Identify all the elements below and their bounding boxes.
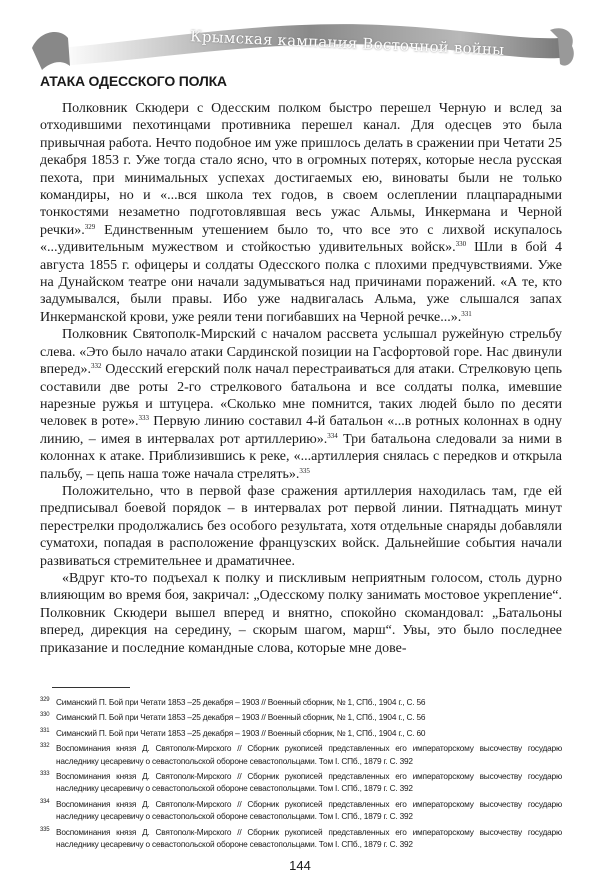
paragraph-text: Одесский егерский полк начал перестраиваться для атаки. Стрелковую цепь составили две роты 2-го стрелкового батальона и все солдаты полка, имевшие нарезные ружья и штуцера. «Сколько мне помнится, таких людей было по десяти человек в роте». <box>40 362 562 430</box>
paragraph <box>40 100 562 326</box>
footnote-number: 330 <box>40 712 50 719</box>
footnote-text: Воспоминания князя Д. Святополк-Мирского // Сборник рукописей представленных его императорскому высочеству государю наследнику цесаревичу о севастопольской обороне севастопольцами. Том I. СПб., 1879 г. С. 392 <box>56 743 562 766</box>
footnote-text: Воспоминания князя Д. Святополк-Мирского // Сборник рукописей представленных его императорскому высочеству государю наследнику цесаревичу о севастопольской обороне севастопольцами. Том I. СПб., 1879 г. С. 392 <box>56 798 562 822</box>
paragraph: «Вдруг кто-то подъехал к полку и пискливым неприятным голосом, столь дурно влияющим во время боя, закричал: „Одесскому полку занимать мостовое укрепление“. Полковник Скюдери вышел вперед и внятно, спокойно скомандовал: „Батальоны вперед, дирекция на середину, – скорым шагом, марш“. Увы, это было последнее приказание и последние командные слова, которые мне дове- <box>40 570 562 656</box>
footnote <box>40 826 562 851</box>
paragraph-text: Полковник Скюдери с Одесским полком быстро перешел Черную и вслед за отходившими пехотинцами противника перешел канал. Для одесцев это была привычная работа. Нечто подобное им уже пришлось делать в сражении при Четати 25 декабря 1853 г. Уже тогда стало ясно, что в огромных потерях, которые несла русская пехота, при минимальных успехах достигаемых ею, виноваты были не только командиры, но и «...вся школа тех годов, в своем ослеплении плацпарадными тонкостями незаметно подготовлявшая весь ужас Альмы, Инкермана и Черной речки». <box>40 101 562 238</box>
footnote-number: 331 <box>40 727 50 734</box>
footnote-ref[interactable]: 332 <box>90 362 102 371</box>
footnote-number: 329 <box>40 697 50 703</box>
footnote-number: 332 <box>40 743 50 750</box>
paragraph-text: Три батальона следовали за ними в колоннах к атаке. Приблизившись к реке, «...артиллерия снялась с передков и открыла пальбу, – цепь наша тоже начала стрелять». <box>40 431 562 482</box>
footnote-number: 333 <box>40 771 50 778</box>
footnote-text: Симанский П. Бой при Четати 1853 –25 декабря – 1903 // Военный сборник, № 1, СПб., 1904 г., С. 56 <box>56 712 426 723</box>
paragraph-text: Первую линию составил 4-й батальон «...в ротных колоннах в одну линию, – имея в интервалах рот артиллерию». <box>40 414 562 447</box>
paragraph-text: Полковник Святополк-Мирский с началом рассвета услышал ружейную стрельбу слева. «Это было начало атаки Сардинской позиции на Гасфортовой горе. Нас двинули вперед». <box>40 327 562 378</box>
footnotes <box>40 696 562 850</box>
footnote-text: Воспоминания князя Д. Святополк-Мирского // Сборник рукописей представленных его императорскому высочеству государю наследнику цесаревичу о севастопольской обороне севастопольцами. Том I. СПб., 1879 г. С. 392 <box>56 826 562 850</box>
footnote-text: Симанский П. Бой при Четати 1853 –25 декабря – 1903 // Военный сборник, № 1, СПб., 1904 г., С. 56 <box>56 697 426 707</box>
footnote <box>40 798 562 823</box>
footnote <box>40 742 562 767</box>
page-number: 144 <box>289 858 311 874</box>
footnote-ref[interactable]: 333 <box>138 414 150 423</box>
footnote-ref[interactable]: 331 <box>461 309 472 318</box>
footnote-ref[interactable]: 329 <box>84 222 96 231</box>
paragraph: Положительно, что в первой фазе сражения артиллерия находилась там, где ей предписывал боевой порядок – в интервалах рот первой линии. Пятнадцать минут перестрелки продолжались без особого результата, хотя отдельные снаряды добавляли суматохи, попадая в расположение французских войск. Дальнейшие события начали развиваться стремительнее и драматичнее. <box>40 483 562 569</box>
footnote-ref[interactable]: 330 <box>455 240 467 249</box>
footnote <box>40 711 562 723</box>
footnote-ref[interactable]: 334 <box>327 431 338 440</box>
article-body <box>40 100 562 657</box>
footnote-text: Симанский П. Бой при Четати 1853 –25 декабря – 1903 // Военный сборник, № 1, СПб., 1904 г., С. 60 <box>56 727 426 738</box>
footnote-divider <box>52 687 130 688</box>
footnote-text: Воспоминания князя Д. Святополк-Мирского // Сборник рукописей представленных его императорскому высочеству государю наследнику цесаревичу о севастопольской обороне севастопольцами. Том I. СПб., 1879 г. С. 392 <box>56 771 562 794</box>
banner-title: Крымская кампания Восточной войны <box>189 27 505 59</box>
paragraph <box>40 326 562 483</box>
paragraph-text: Единственным утешением было то, что все это с лихвой искупалось «...удивительным мужеством и стойкостью удивительных войск». <box>40 222 562 256</box>
footnote-number: 335 <box>40 826 50 833</box>
footnote-ref[interactable]: 335 <box>299 466 310 475</box>
footnote-number: 334 <box>40 798 50 805</box>
footnote <box>40 696 562 708</box>
page-column <box>40 0 562 886</box>
section-title: АТАКА ОДЕССКОГО ПОЛКА <box>40 73 227 89</box>
footnote <box>40 770 562 795</box>
footnote <box>40 727 562 739</box>
paragraph-text: Шли в бой 4 августа 1855 г. офицеры и солдаты Одесского полка с плохими предчувствиями. Уже на Дунайском театре они начали задумываться над причинами поражений. «А те, кто задумывался, были правы. Ибо уже надвигалась Альма, уже слышался запах Инкерманской крови, уже реяли тени погибавших на Черной речке...». <box>40 240 562 325</box>
